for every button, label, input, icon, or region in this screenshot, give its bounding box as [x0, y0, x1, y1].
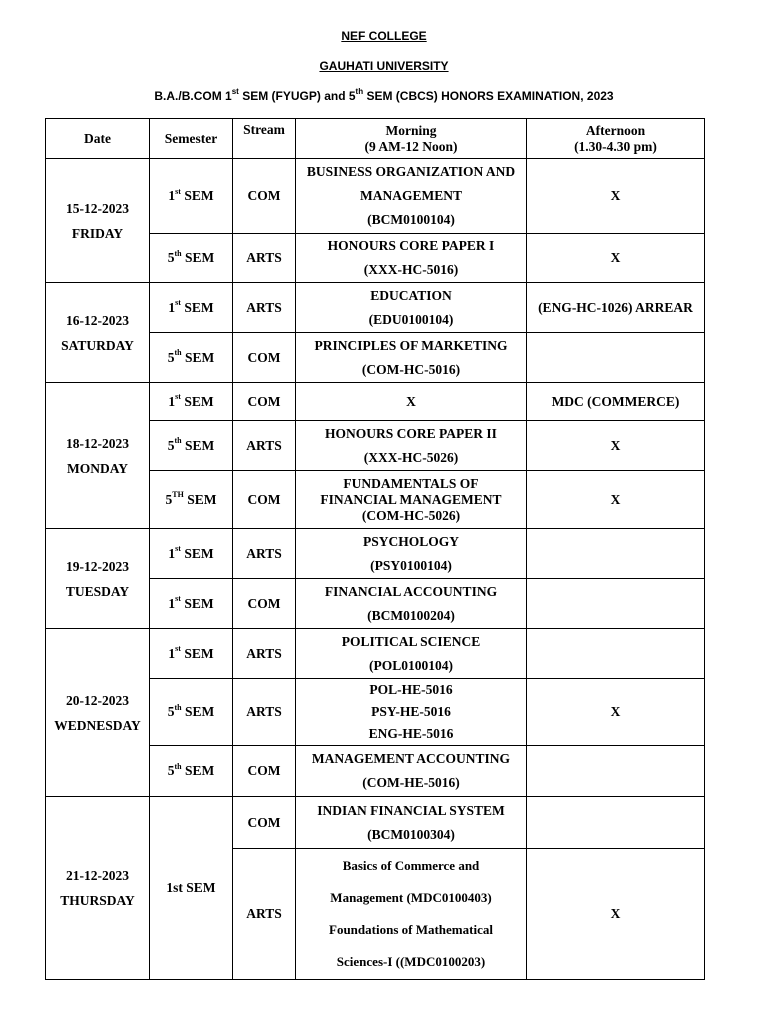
- table-row: [46, 629, 705, 679]
- stream-cell: COM: [233, 579, 296, 629]
- semester-cell: 5TH SEM: [150, 471, 233, 529]
- semester-cell: 5th SEM: [150, 421, 233, 471]
- table-row: [46, 159, 705, 234]
- university-name: GAUHATI UNIVERSITY: [319, 59, 449, 73]
- morning-cell: X: [296, 383, 527, 421]
- exam-title: B.A./B.COM 1st SEM (FYUGP) and 5th SEM (CBCS) HONORS EXAMINATION, 2023: [154, 87, 614, 103]
- afternoon-cell: [527, 629, 705, 679]
- afternoon-cell: [527, 797, 705, 849]
- stream-cell: COM: [233, 471, 296, 529]
- col-date-header: Date: [46, 119, 150, 159]
- table-row: [46, 529, 705, 579]
- col-semester-header: Semester: [150, 119, 233, 159]
- date-cell: 19-12-2023 TUESDAY: [46, 529, 150, 629]
- exam-routine-table: [45, 118, 705, 980]
- afternoon-cell: MDC (COMMERCE): [527, 383, 705, 421]
- morning-cell: EDUCATION (EDU0100104): [296, 283, 527, 333]
- col-stream-header: Stream: [233, 119, 296, 159]
- table-header-row: [46, 119, 705, 159]
- stream-cell: ARTS: [233, 234, 296, 283]
- semester-cell: 1st SEM: [150, 159, 233, 234]
- semester-cell: 5th SEM: [150, 746, 233, 797]
- morning-cell: Basics of Commerce and Management (MDC0100403) Foundations of Mathematical Sciences-I ((MDC0100203): [296, 849, 527, 980]
- afternoon-cell: X: [527, 159, 705, 234]
- semester-cell: 5th SEM: [150, 333, 233, 383]
- stream-cell: ARTS: [233, 529, 296, 579]
- date-cell: 18-12-2023 MONDAY: [46, 383, 150, 529]
- stream-cell: ARTS: [233, 849, 296, 980]
- morning-cell: PRINCIPLES OF MARKETING (COM-HC-5016): [296, 333, 527, 383]
- morning-cell: FUNDAMENTALS OF FINANCIAL MANAGEMENT (COM-HC-5026): [296, 471, 527, 529]
- morning-cell: POLITICAL SCIENCE (POL0100104): [296, 629, 527, 679]
- stream-cell: COM: [233, 333, 296, 383]
- morning-cell: MANAGEMENT ACCOUNTING (COM-HE-5016): [296, 746, 527, 797]
- semester-cell: 1st SEM: [150, 283, 233, 333]
- afternoon-cell: X: [527, 849, 705, 980]
- afternoon-cell: (ENG-HC-1026) ARREAR: [527, 283, 705, 333]
- morning-cell: BUSINESS ORGANIZATION AND MANAGEMENT (BCM0100104): [296, 159, 527, 234]
- afternoon-cell: X: [527, 471, 705, 529]
- stream-cell: COM: [233, 797, 296, 849]
- afternoon-cell: [527, 333, 705, 383]
- afternoon-cell: [527, 746, 705, 797]
- date-cell: 15-12-2023 FRIDAY: [46, 159, 150, 283]
- stream-cell: ARTS: [233, 679, 296, 746]
- stream-cell: COM: [233, 746, 296, 797]
- table-row: [46, 283, 705, 333]
- semester-cell: 1st SEM: [150, 529, 233, 579]
- stream-cell: COM: [233, 383, 296, 421]
- morning-cell: INDIAN FINANCIAL SYSTEM (BCM0100304): [296, 797, 527, 849]
- afternoon-cell: X: [527, 234, 705, 283]
- semester-cell: 1st SEM: [150, 629, 233, 679]
- morning-cell: HONOURS CORE PAPER II (XXX-HC-5026): [296, 421, 527, 471]
- afternoon-cell: X: [527, 679, 705, 746]
- date-cell: 16-12-2023 SATURDAY: [46, 283, 150, 383]
- date-cell: 21-12-2023 THURSDAY: [46, 797, 150, 980]
- table-row: [46, 797, 705, 849]
- col-morning-header: Morning (9 AM-12 Noon): [296, 119, 527, 159]
- stream-cell: ARTS: [233, 283, 296, 333]
- morning-cell: FINANCIAL ACCOUNTING (BCM0100204): [296, 579, 527, 629]
- stream-cell: ARTS: [233, 421, 296, 471]
- semester-cell: 1st SEM: [150, 797, 233, 980]
- afternoon-cell: X: [527, 421, 705, 471]
- morning-cell: POL-HE-5016 PSY-HE-5016 ENG-HE-5016: [296, 679, 527, 746]
- morning-cell: HONOURS CORE PAPER I (XXX-HC-5016): [296, 234, 527, 283]
- afternoon-cell: [527, 579, 705, 629]
- stream-cell: COM: [233, 159, 296, 234]
- semester-cell: 5th SEM: [150, 679, 233, 746]
- afternoon-cell: [527, 529, 705, 579]
- table-row: [46, 383, 705, 421]
- semester-cell: 1st SEM: [150, 383, 233, 421]
- semester-cell: 5th SEM: [150, 234, 233, 283]
- col-afternoon-header: Afternoon (1.30-4.30 pm): [527, 119, 705, 159]
- morning-cell: PSYCHOLOGY (PSY0100104): [296, 529, 527, 579]
- college-name: NEF COLLEGE: [341, 29, 427, 43]
- semester-cell: 1st SEM: [150, 579, 233, 629]
- stream-cell: ARTS: [233, 629, 296, 679]
- date-cell: 20-12-2023 WEDNESDAY: [46, 629, 150, 797]
